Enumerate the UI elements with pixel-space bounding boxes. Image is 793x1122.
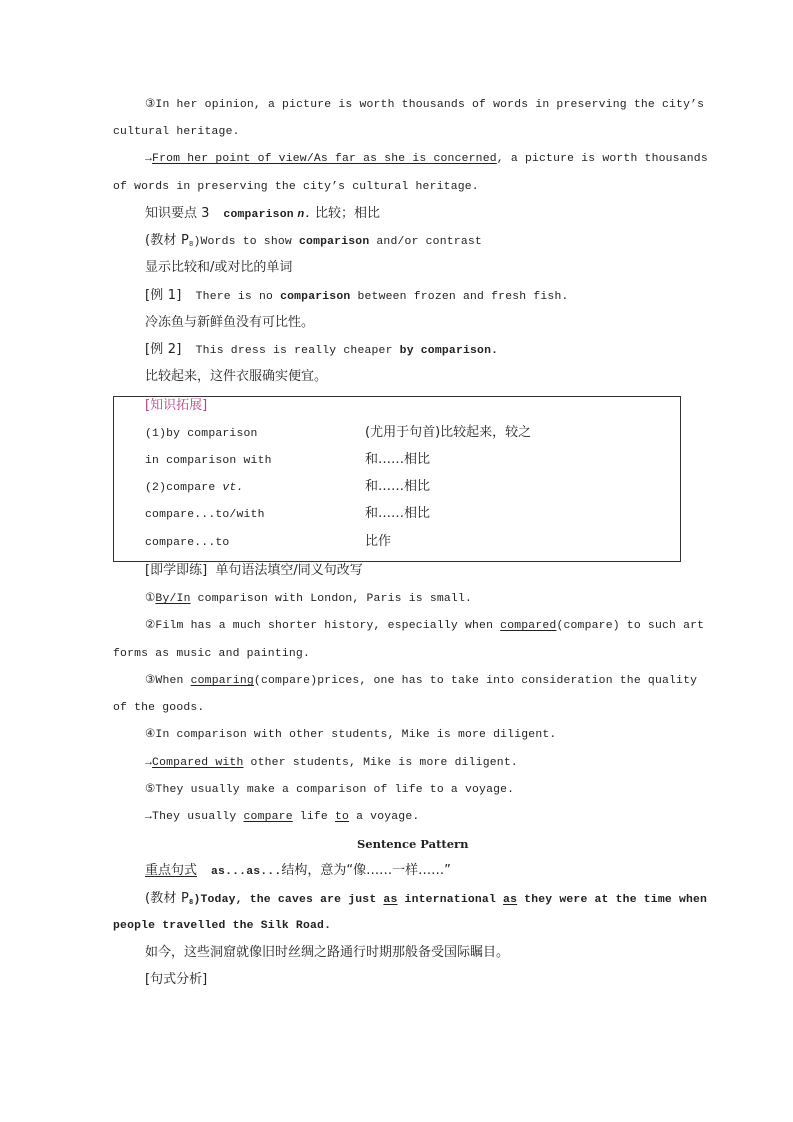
box-row-1-right: [365, 425, 531, 441]
text: )Words to show: [193, 236, 299, 248]
practice-task: 单句语法填空/同义句改写: [215, 563, 363, 578]
practice-q4: [145, 727, 556, 743]
text: (尤用于句首)比较起来，较之: [365, 425, 532, 440]
practice-q2: [145, 618, 704, 634]
answer-blank: comparing: [190, 675, 254, 687]
practice-q4-rewrite: [145, 755, 518, 771]
text: 显示比较和/或对比的单词: [145, 260, 293, 275]
textbook-source: [145, 233, 482, 253]
example-1: [145, 288, 569, 305]
sentence-cn: [145, 945, 509, 961]
knowledge-point-heading: [145, 206, 380, 223]
example-label: [例 2]: [145, 342, 182, 357]
text: ②Film has a much shorter history, especially when: [145, 620, 501, 632]
text: (compare)prices, one has to take into consideration the quality: [253, 675, 698, 687]
text: →They usually: [145, 811, 244, 823]
box-row-3-left: [145, 480, 244, 496]
sentence-source: [145, 891, 707, 911]
section-heading: [357, 836, 468, 852]
box-title: [145, 398, 207, 414]
text: a voyage.: [349, 811, 420, 823]
box-row-4-left: [145, 507, 265, 523]
text: compare...to/with: [145, 509, 265, 521]
text: [句式分析]: [145, 972, 208, 987]
box-row-5-left: [145, 535, 229, 551]
text: of the goods.: [113, 702, 205, 714]
text: (2)compare: [145, 482, 223, 494]
text: 和……相比: [365, 452, 431, 467]
text: 比较起来，这件衣服确实便宜。: [145, 369, 328, 384]
text: other students, Mike is more diligent.: [243, 757, 518, 769]
underlined-as: as: [383, 894, 398, 906]
text: ③When: [145, 675, 191, 687]
practice-heading: [145, 563, 363, 579]
answer-blank: By/In: [155, 593, 191, 605]
text: life: [292, 811, 335, 823]
rewrite-item-3-cont: [113, 124, 240, 140]
bold-word: comparison: [280, 291, 351, 303]
practice-label: [即学即练]: [145, 563, 208, 578]
text: (教材 P: [145, 233, 190, 248]
box-row-2-left: [145, 453, 272, 469]
example-label: [例 1]: [145, 288, 182, 303]
text: people travelled the Silk Road.: [113, 920, 332, 932]
practice-q1: [145, 591, 472, 607]
kp-word: comparison: [223, 209, 294, 221]
box-row-4-right: [365, 506, 430, 522]
page-sub: 8: [189, 241, 194, 249]
rewrite-item-3-text: ③In her opinion, a picture is worth thousands of words in preserving the city’s: [145, 99, 705, 111]
text: )Today, the caves are just: [193, 894, 384, 906]
text: forms as music and painting.: [113, 648, 310, 660]
answer-blank: compared: [500, 620, 557, 632]
arrow-icon: →: [145, 153, 153, 165]
kp-label: 重点句式: [145, 863, 198, 878]
textbook-source-cn: [145, 260, 292, 276]
text: comparison with London, Paris is small.: [190, 593, 473, 605]
practice-q3: [145, 673, 697, 689]
arrow-icon: →: [145, 757, 153, 769]
sentence-source-cont: [113, 918, 331, 934]
answer-blank: From her point of view/As far as she is concerned: [152, 153, 497, 165]
text: Sentence Pattern: [357, 837, 469, 851]
text: between frozen and fresh fish.: [350, 291, 569, 303]
text: compare...to: [145, 537, 230, 549]
text: , a picture is worth thousands: [496, 153, 708, 165]
text: This dress is really cheaper: [195, 345, 400, 357]
pos-italic: vt.: [222, 482, 244, 494]
rewrite-answer-3: [145, 151, 708, 167]
answer-blank: Compared with: [152, 757, 244, 769]
text: 冷冻鱼与新鲜鱼没有可比性。: [145, 315, 315, 330]
text: 如今，这些洞窟就像旧时丝绸之路通行时期那般备受国际瞩目。: [145, 945, 510, 960]
text: ④In comparison with other students, Mike is more diligent.: [145, 729, 557, 741]
text: (教材 P: [145, 891, 190, 906]
practice-q2-cont: [113, 646, 310, 662]
practice-q5: [145, 782, 514, 798]
text: and/or contrast: [369, 236, 482, 248]
box-row-3-right: [365, 479, 430, 495]
text: (1)by comparison: [145, 428, 258, 440]
kp-cn: 结构，意为“像……一样……”: [281, 863, 451, 878]
text: ①: [145, 593, 156, 605]
kp-pos: n.: [297, 209, 312, 221]
text: of words in preserving the city’s cultural heritage.: [113, 181, 479, 193]
box-row-1-left: [145, 426, 258, 442]
text: cultural heritage.: [113, 126, 240, 138]
example-2: [145, 342, 498, 359]
underlined-as: as: [503, 894, 518, 906]
kp-struct: as...as...: [211, 866, 282, 878]
sentence-kp-heading: [145, 863, 451, 880]
text: [知识拓展]: [145, 398, 208, 413]
box-row-5-right: [365, 534, 391, 550]
box-row-2-right: [365, 452, 430, 468]
rewrite-answer-3-cont: [113, 179, 479, 195]
text: (compare) to such art: [556, 620, 705, 632]
rewrite-item-3: [145, 97, 704, 113]
bold-word: by comparison.: [399, 345, 499, 357]
practice-q5-rewrite: [145, 809, 419, 825]
example-2-cn: [145, 369, 327, 385]
kp-label: 知识要点 3: [145, 206, 210, 221]
page-sub: 8: [189, 899, 194, 907]
text: international: [397, 894, 504, 906]
text: they were at the time when: [517, 894, 708, 906]
text: ⑤They usually make a comparison of life to a voyage.: [145, 784, 515, 796]
text: There is no: [195, 291, 281, 303]
text: 和……相比: [365, 506, 431, 521]
text: in comparison with: [145, 455, 272, 467]
kp-cn: 比较；相比: [314, 206, 380, 221]
analysis-label: [145, 972, 207, 988]
answer-blank: compare: [243, 811, 293, 823]
text: 比作: [365, 534, 392, 549]
text: 和……相比: [365, 479, 431, 494]
bold-word: comparison: [299, 236, 370, 248]
example-1-cn: [145, 315, 314, 331]
practice-q3-cont: [113, 700, 204, 716]
answer-blank: to: [334, 811, 350, 823]
